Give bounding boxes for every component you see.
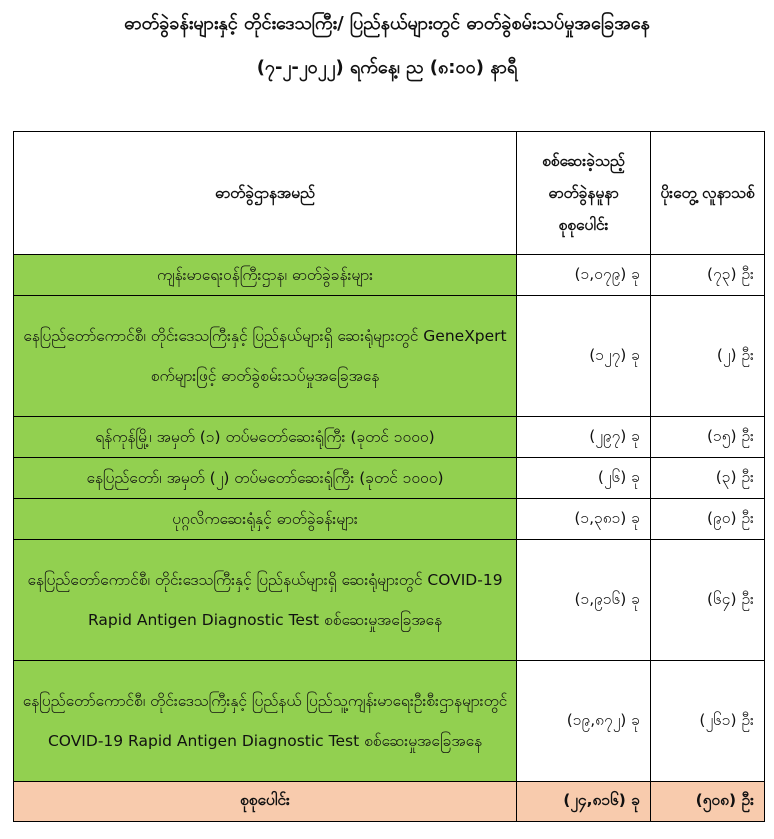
- row-positives: (၂၆၁) ဦး: [651, 661, 765, 782]
- total-label: စုစုပေါင်း: [14, 782, 517, 822]
- row-samples: (၁,၉၁၆) ခု: [517, 540, 651, 661]
- row-samples: (၁၉,၈၇၂) ခု: [517, 661, 651, 782]
- row-location: နေပြည်တော်ကောင်စီ၊ တိုင်းဒေသကြီးနှင့် ပြည်နယ် ပြည်သူ့ကျန်းမာရေးဦးစီးဌာနများတွင် COVID-19 Rapid Antigen Diagnostic Test စစ်ဆေးမှုအခြေအနေ: [14, 661, 517, 782]
- row-samples: (၁,၀၇၉) ခု: [517, 255, 651, 296]
- row-location: နေပြည်တော်၊ အမှတ် (၂) တပ်မတော်ဆေးရုံကြီး (ခုတင် ၁၀၀၀): [14, 458, 517, 499]
- row-samples: (၂၉၇) ခု: [517, 417, 651, 458]
- row-positives: (၃) ဦး: [651, 458, 765, 499]
- row-positives: (၆၄) ဦး: [651, 540, 765, 661]
- table-row: [14, 255, 765, 296]
- table-row: [14, 458, 765, 499]
- row-positives: (၉၀) ဦး: [651, 499, 765, 540]
- row-location: နေပြည်တော်ကောင်စီ၊ တိုင်းဒေသကြီးနှင့် ပြည်နယ်များရှိ ဆေးရုံများတွင် GeneXpert စက်များဖြင့် ဓာတ်ခွဲစမ်းသပ်မှုအခြေအနေ: [14, 296, 517, 417]
- table-row: [14, 661, 765, 782]
- row-samples: (၁,၃၈၁) ခု: [517, 499, 651, 540]
- report-date: (၇-၂-၂၀၂၂) ရက်နေ့၊ ည (၈:၀၀) နာရီ: [256, 57, 518, 78]
- row-samples: (၁၂၇) ခု: [517, 296, 651, 417]
- row-samples: (၂၆) ခု: [517, 458, 651, 499]
- row-location: နေပြည်တော်ကောင်စီ၊ တိုင်းဒေသကြီးနှင့် ပြည်နယ်များရှိ ဆေးရုံများတွင် COVID-19 Rapid Antigen Diagnostic Test စစ်ဆေးမှုအခြေအနေ: [14, 540, 517, 661]
- table-row: [14, 296, 765, 417]
- row-location: ရန်ကုန်မြို့၊ အမှတ် (၁) တပ်မတော်ဆေးရုံကြီး (ခုတင် ၁၀၀၀): [14, 417, 517, 458]
- table-row: [14, 499, 765, 540]
- header-lab-name: ဓာတ်ခွဲဌာနအမည်: [14, 132, 517, 255]
- total-positives: (၅၀၈) ဦး: [651, 782, 765, 822]
- row-positives: (၇၃) ဦး: [651, 255, 765, 296]
- row-location: ပုဂ္ဂလိကဆေးရုံနှင့် ဓာတ်ခွဲခန်းများ: [14, 499, 517, 540]
- row-location: ကျန်းမာရေးဝန်ကြီးဌာန၊ ဓာတ်ခွဲခန်းများ: [14, 255, 517, 296]
- report-title: ဓာတ်ခွဲခန်းများနှင့် တိုင်းဒေသကြီး/ ပြည်နယ်များတွင် ဓာတ်ခွဲစမ်းသပ်မှုအခြေအနေ: [124, 13, 650, 34]
- lab-testing-table: [13, 131, 765, 822]
- total-row: [14, 782, 765, 822]
- row-positives: (၁၅) ဦး: [651, 417, 765, 458]
- header-samples-tested: စစ်ဆေးခဲ့သည့် ဓာတ်ခွဲနမူနာ စုစုပေါင်း: [517, 132, 651, 255]
- header-new-positives: ပိုးတွေ့ လူနာသစ်: [651, 132, 765, 255]
- total-samples: (၂၄,၈၁၆) ခု: [517, 782, 651, 822]
- table-row: [14, 417, 765, 458]
- table-row: [14, 540, 765, 661]
- row-positives: (၂) ဦး: [651, 296, 765, 417]
